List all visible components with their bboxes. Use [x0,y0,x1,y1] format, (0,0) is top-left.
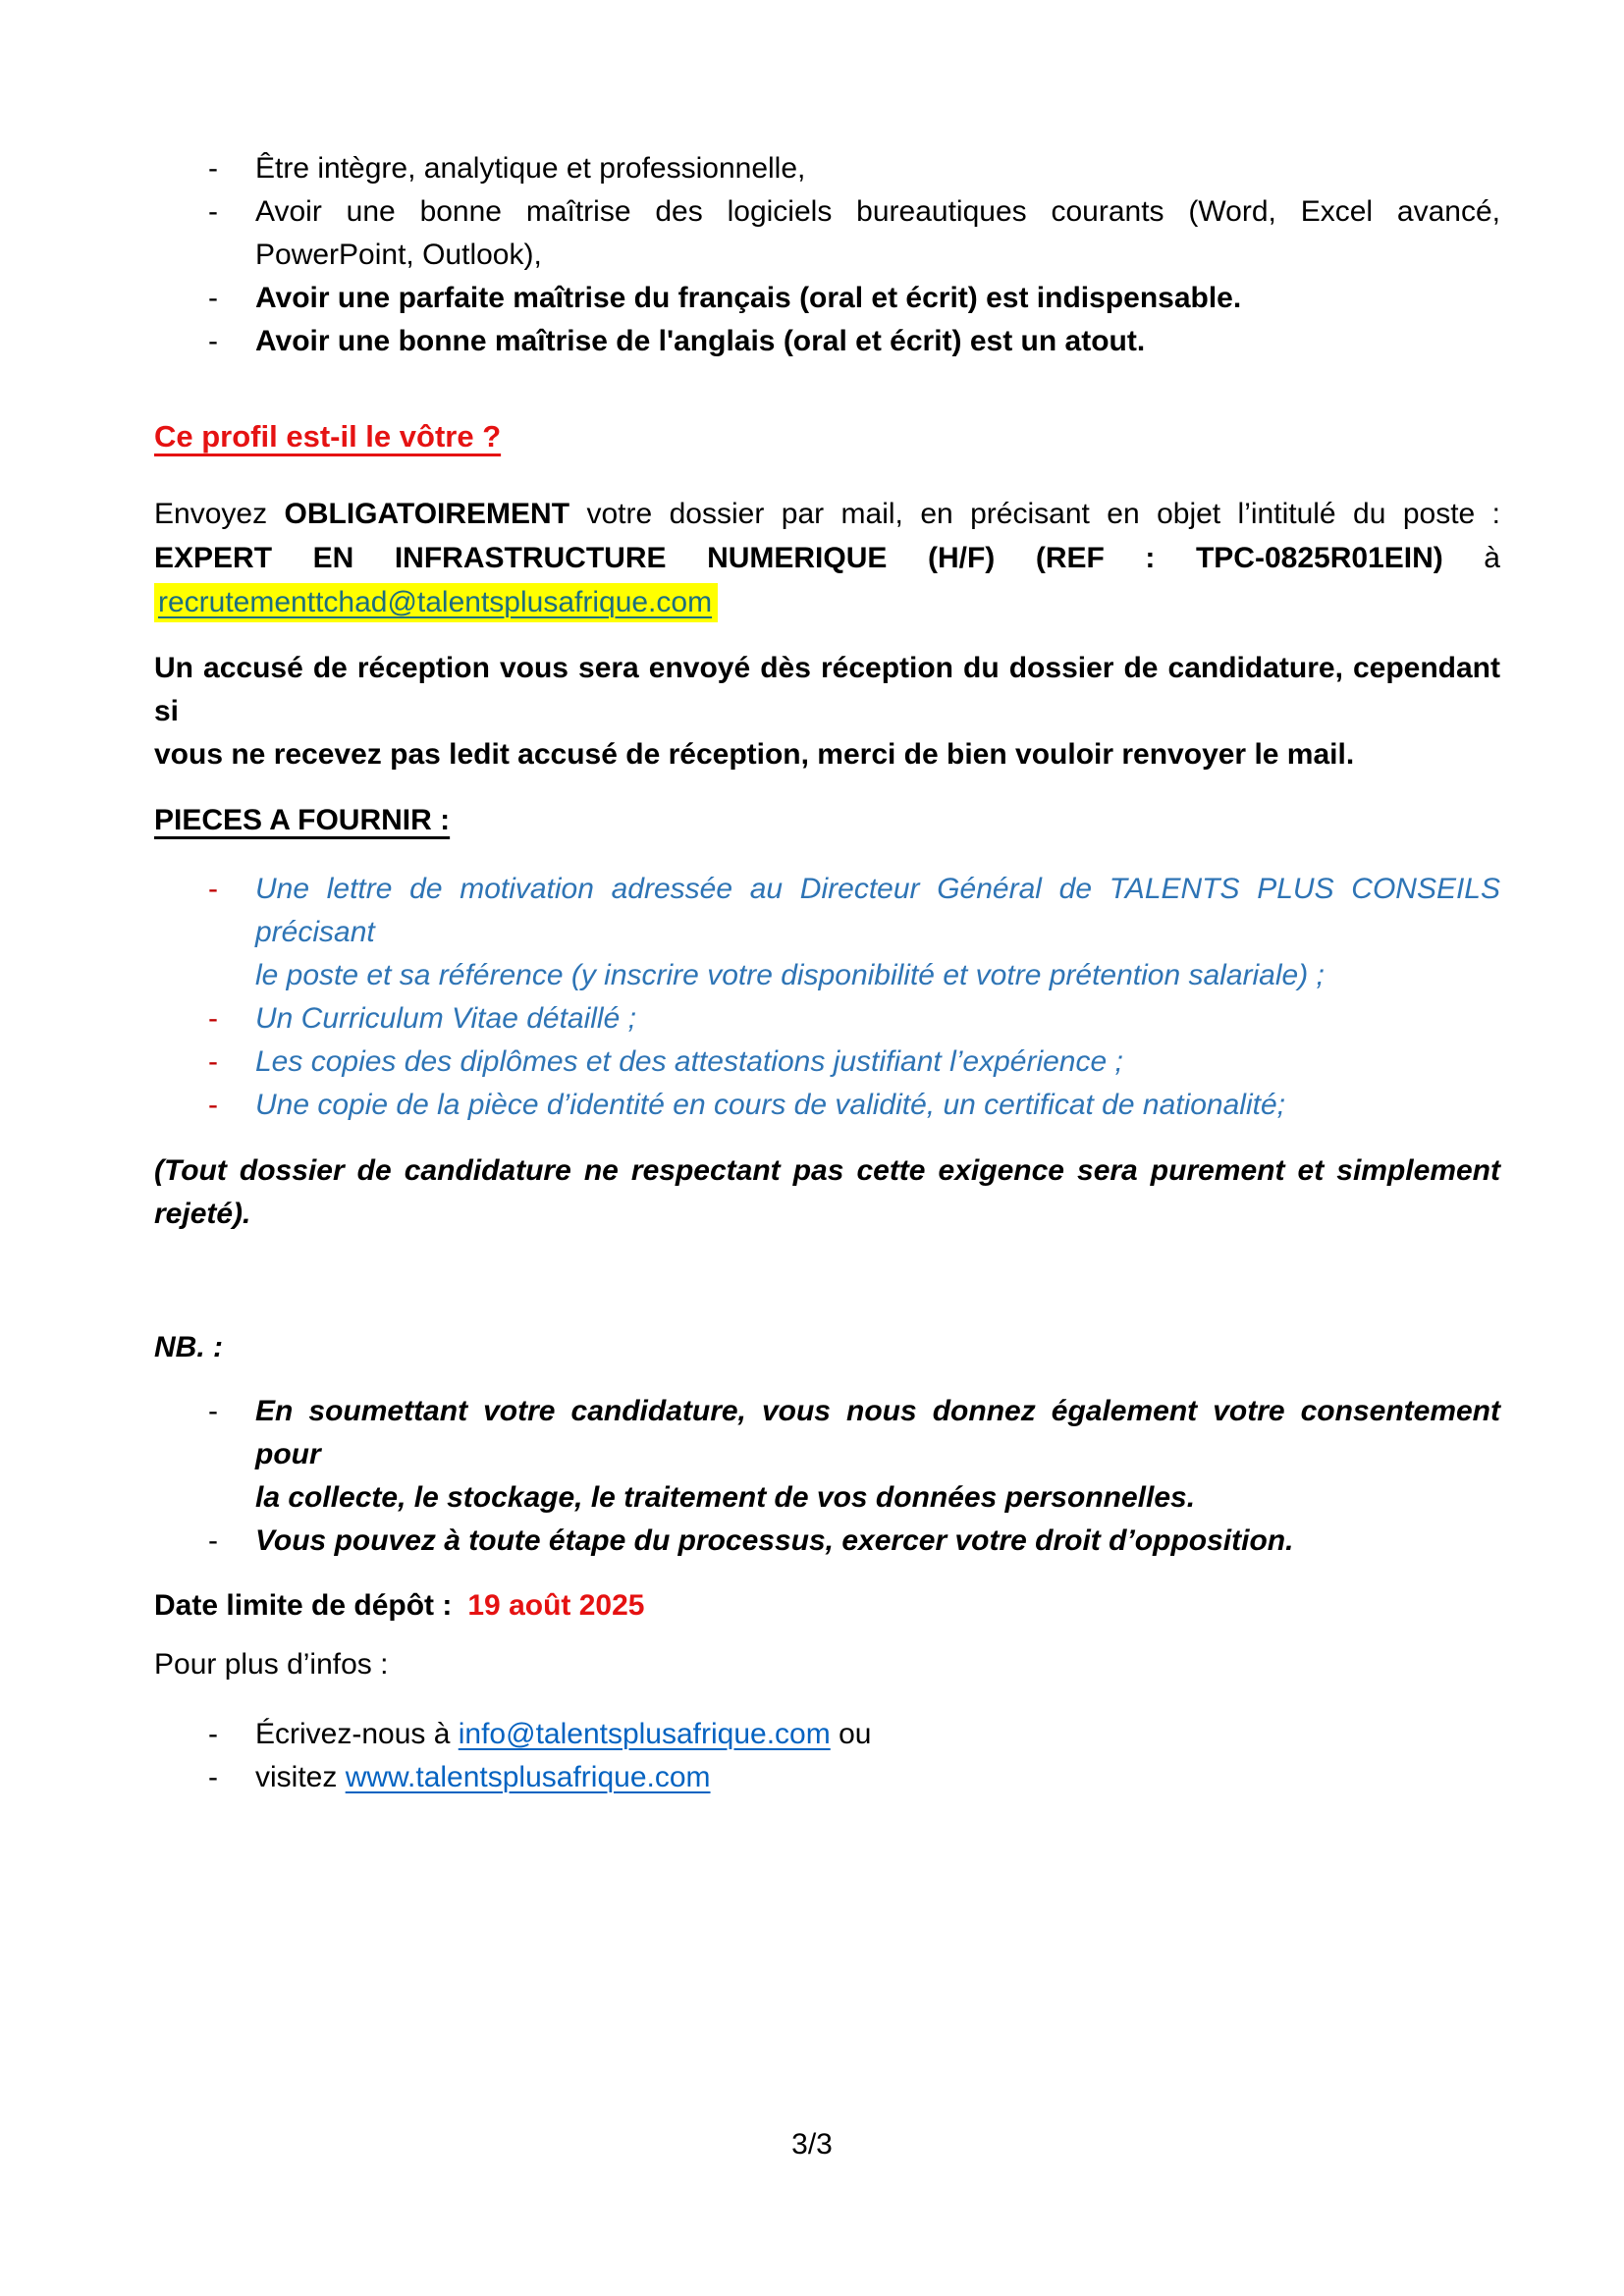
bullet-line: Avoir une bonne maîtrise des logiciels bureautiques courants (Word, Excel avancé, [255,195,1500,228]
bullet-text [255,1084,1500,1127]
recruitment-email-link[interactable]: recrutementtchad@talentsplusafrique.com [154,583,718,622]
apply-text: Envoyez [154,498,285,530]
list-item [154,997,1500,1041]
acknowledgement-paragraph [154,647,1500,776]
bullet-line: Vous pouvez à toute étape du processus, exercer votre droit d’opposition. [255,1524,1294,1557]
bullet-line [255,1713,1500,1756]
bullet-line: En soumettant votre candidature, vous nous donnez également votre consentement pour [255,1395,1500,1470]
job-title-reference: EXPERT EN INFRASTRUCTURE NUMERIQUE (H/F) (REF : TPC-0825R01EIN) [154,542,1443,574]
bullet-line: Les copies des diplômes et des attestations justifiant l’expérience ; [255,1045,1123,1078]
apply-text: à [1442,542,1500,574]
bullet-line: le poste et sa référence (y inscrire votre disponibilité et votre prétention salariale) ; [255,959,1325,991]
nb-heading: NB. : [154,1331,223,1363]
deadline-label: Date limite de dépôt : [154,1589,453,1622]
apply-line-1 [154,492,1500,536]
bullet-text [255,277,1500,320]
bullet-text [255,147,1500,190]
list-item [154,190,1500,277]
warning-paragraph [154,1149,1500,1236]
list-item [154,868,1500,997]
dash-marker: - [208,152,218,185]
obligatoirement-text: OBLIGATOIREMENT [284,498,570,530]
dash-marker: - [208,1395,218,1427]
paragraph-line: Un accusé de réception vous sera envoyé dès réception du dossier de candidature, cependant si [154,652,1500,727]
contact-text: visitez [255,1761,346,1793]
apply-line-2 [154,536,1500,580]
apply-line-3 [154,580,1500,624]
bullet-text [255,1520,1500,1563]
list-item [154,1520,1500,1563]
paragraph-line: vous ne recevez pas ledit accusé de réception, merci de bien vouloir renvoyer le mail. [154,738,1355,771]
bullet-text [255,1041,1500,1084]
dash-marker: - [208,1524,218,1557]
bullet-text [255,1756,1500,1799]
bullet-line: Une lettre de motivation adressée au Directeur Général de TALENTS PLUS CONSEILS précisant [255,873,1500,948]
bullet-line: Être intègre, analytique et professionnelle, [255,152,806,185]
dash-marker: - [208,873,218,905]
dash-marker: - [208,1089,218,1121]
dash-marker: - [208,195,218,228]
dash-marker: - [208,1002,218,1035]
paragraph-line: rejeté). [154,1198,251,1230]
bullet-line: Avoir une parfaite maîtrise du français (oral et écrit) est indispensable. [255,282,1242,314]
bullet-line: la collecte, le stockage, le traitement de vos données personnelles. [255,1481,1196,1514]
list-item [154,1084,1500,1127]
list-item [154,277,1500,320]
contacts-bullet-list [154,1713,1500,1799]
more-info-label: Pour plus d’infos : [154,1648,389,1681]
contact-text: Écrivez-nous à [255,1718,459,1750]
list-item [154,147,1500,190]
dash-marker: - [208,1718,218,1750]
bullet-text [255,320,1500,363]
dash-marker: - [208,1761,218,1793]
bullet-line: PowerPoint, Outlook), [255,239,542,271]
list-item [154,1713,1500,1756]
apply-paragraph [154,492,1500,624]
bullet-line: Une copie de la pièce d’identité en cours de validité, un certificat de nationalité; [255,1089,1285,1121]
apply-text: votre dossier par mail, en précisant en objet l’intitulé du poste : [569,498,1500,530]
contact-text: ou [830,1718,872,1750]
list-item [154,1390,1500,1520]
dash-marker: - [208,1045,218,1078]
bullet-line: Un Curriculum Vitae détaillé ; [255,1002,636,1035]
pieces-heading: PIECES A FOURNIR : [154,804,451,836]
list-item [154,1041,1500,1084]
bullet-text [255,997,1500,1041]
website-link[interactable]: www.talentsplusafrique.com [345,1761,711,1793]
paragraph-line: (Tout dossier de candidature ne respectant pas cette exigence sera purement et simplement [154,1154,1500,1187]
page-content [154,0,1500,1799]
pieces-bullet-list [154,868,1500,1127]
intro-bullet-list [154,147,1500,363]
info-email-link[interactable]: info@talentsplusafrique.com [458,1718,831,1750]
page-number: 3/3 [791,2128,833,2161]
list-item [154,320,1500,363]
bullet-text [255,190,1500,277]
deadline-line [154,1584,1500,1628]
bullet-line [255,1756,1500,1799]
profile-question-heading: Ce profil est-il le vôtre ? [154,419,502,454]
list-item [154,1756,1500,1799]
nb-bullet-list [154,1390,1500,1563]
bullet-line: Avoir une bonne maîtrise de l'anglais (oral et écrit) est un atout. [255,325,1146,357]
deadline-date: 19 août 2025 [467,1589,645,1622]
bullet-text [255,1713,1500,1756]
dash-marker: - [208,282,218,314]
bullet-text [255,1390,1500,1520]
bullet-text [255,868,1500,997]
dash-marker: - [208,325,218,357]
